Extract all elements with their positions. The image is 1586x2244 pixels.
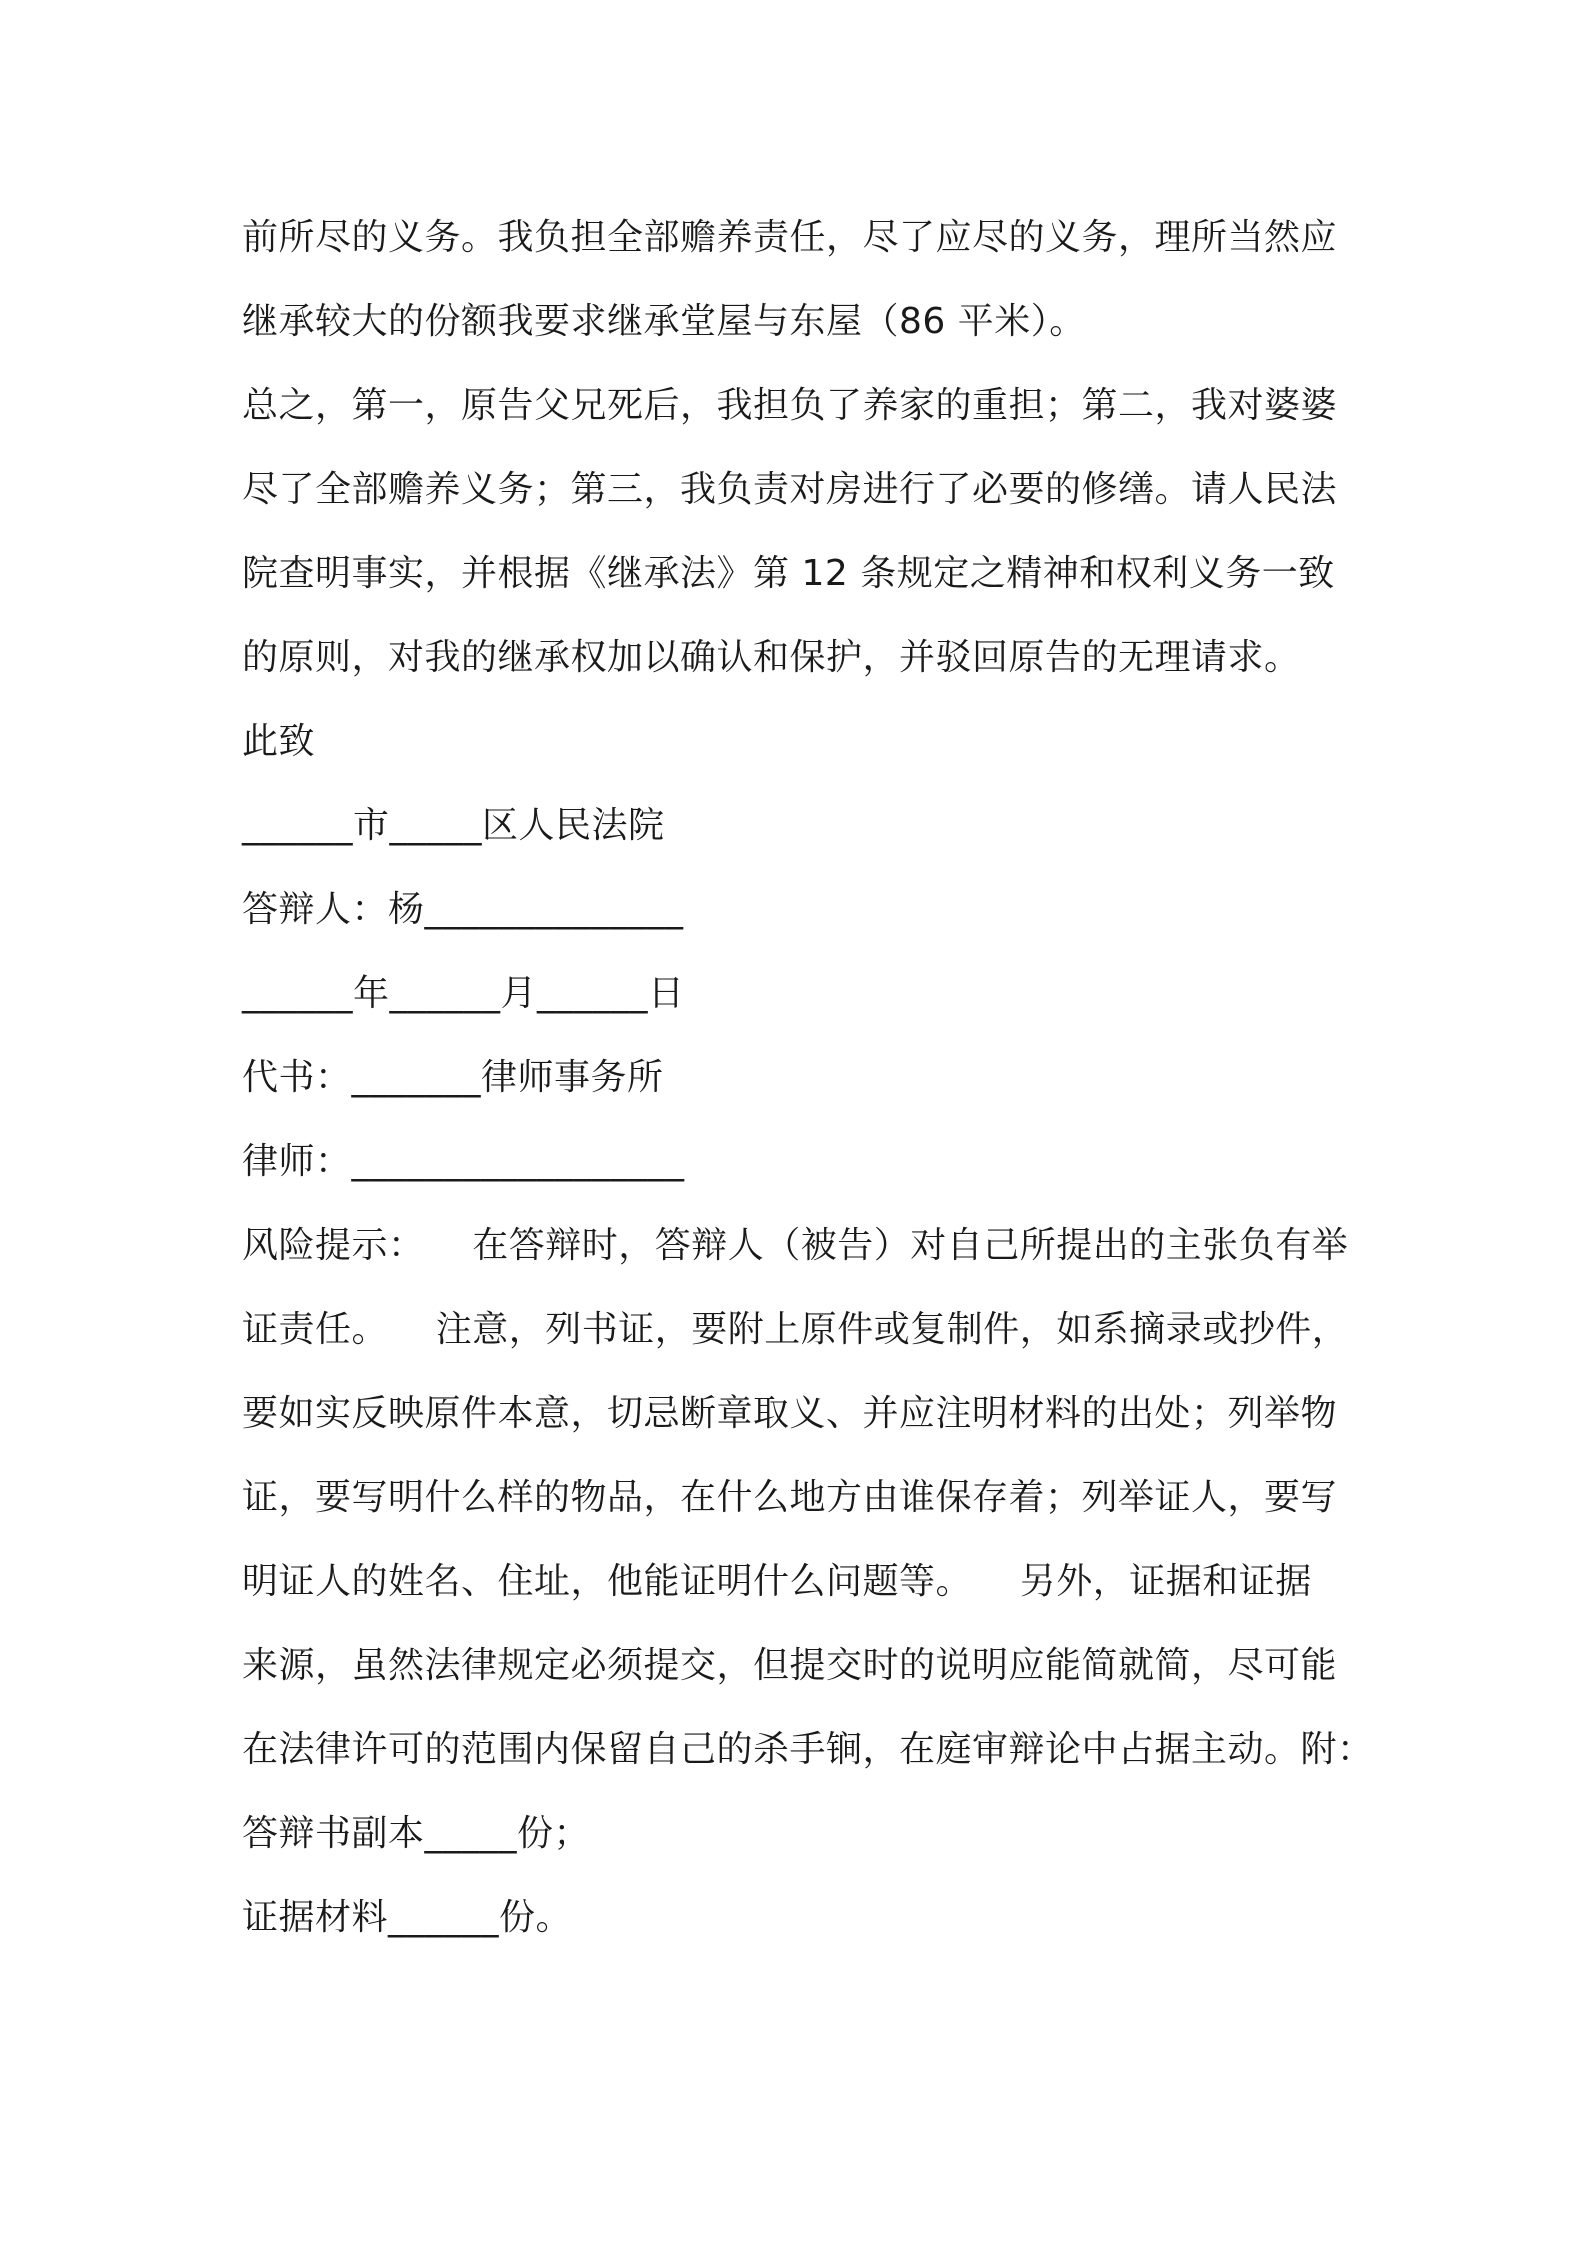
document-body bbox=[242, 196, 1374, 1960]
risk-notice-line: 证，要写明什么样的物品，在什么地方由谁保存着；列举证人，要写 bbox=[242, 1477, 1338, 1518]
attachment-line: 证据材料______份。 bbox=[242, 1897, 573, 1938]
attachment-line: 答辩书副本_____份； bbox=[242, 1813, 591, 1854]
lawyer-line: 律师：__________________ bbox=[242, 1141, 685, 1182]
text-line: 继承较大的份额我要求继承堂屋与东屋（86 平米）。 bbox=[242, 301, 1086, 342]
respondent-line: 答辩人：杨______________ bbox=[242, 889, 684, 930]
text-line: 总之，第一，原告父兄死后，我担负了养家的重担；第二，我对婆婆 bbox=[242, 385, 1338, 426]
date-line: ______年______月______日 bbox=[242, 973, 685, 1014]
risk-notice-line: 来源，虽然法律规定必须提交，但提交时的说明应能简就简，尽可能 bbox=[242, 1645, 1338, 1686]
salutation: 此致 bbox=[242, 721, 316, 762]
risk-notice-line: 明证人的姓名、住址，他能证明什么问题等。 另外，证据和证据 bbox=[242, 1561, 1312, 1602]
risk-notice-line: 在法律许可的范围内保留自己的杀手锏，在庭审辩论中占据主动。附： bbox=[242, 1729, 1374, 1770]
drafter-line: 代书：_______律师事务所 bbox=[242, 1057, 664, 1098]
text-line: 尽了全部赡养义务；第三，我负责对房进行了必要的修缮。请人民法 bbox=[242, 469, 1338, 510]
text-line: 院查明事实，并根据《继承法》第 12 条规定之精神和权利义务一致 bbox=[242, 553, 1335, 594]
risk-notice-line: 风险提示： 在答辩时，答辩人（被告）对自己所提出的主张负有举 bbox=[242, 1225, 1349, 1266]
risk-notice-line: 要如实反映原件本意，切忌断章取义、并应注明材料的出处；列举物 bbox=[242, 1393, 1338, 1434]
risk-notice-line: 证责任。 注意，列书证，要附上原件或复制件，如系摘录或抄件， bbox=[242, 1309, 1349, 1350]
text-line: 前所尽的义务。我负担全部赡养责任，尽了应尽的义务，理所当然应 bbox=[242, 217, 1338, 258]
court-line: ______市_____区人民法院 bbox=[242, 805, 665, 846]
text-line: 的原则，对我的继承权加以确认和保护，并驳回原告的无理请求。 bbox=[242, 637, 1301, 678]
